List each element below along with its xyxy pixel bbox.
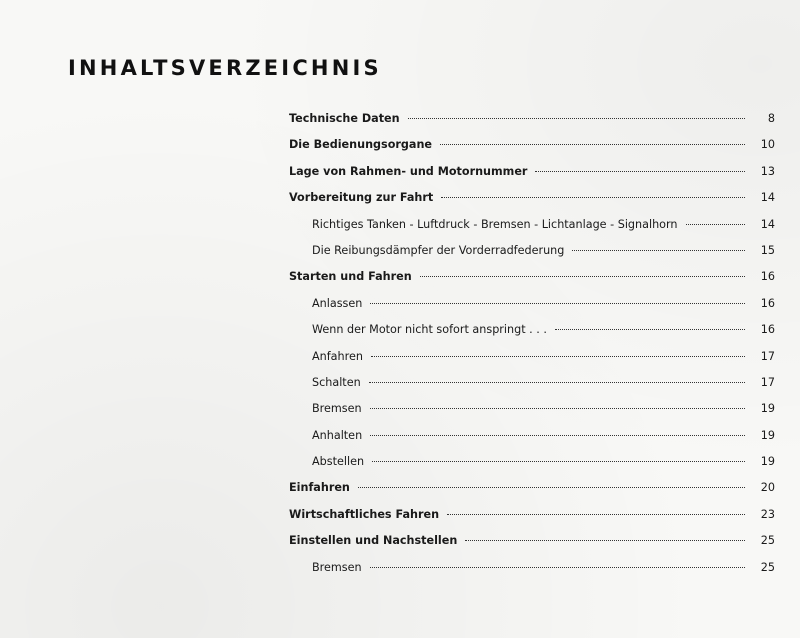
dot-leader [420,276,745,277]
dot-leader [372,461,745,462]
toc-entry-page-number: 20 [760,481,775,495]
toc-entry [289,423,775,449]
toc-entry-label: Bremsen [312,402,362,416]
toc-entry [289,449,775,475]
toc-entry-label: Starten und Fahren [289,270,412,284]
toc-entry-page-number: 17 [760,349,775,363]
toc-entry-label: Richtiges Tanken - Luftdruck - Bremsen - Lichtanlage - Signalhorn [312,217,678,231]
dot-leader [370,303,745,304]
toc-entry-page-number: 23 [760,507,775,521]
dot-leader [369,382,745,383]
toc-entry [289,502,775,528]
toc-entry-label: Anhalten [312,428,363,442]
toc-entry [289,396,775,422]
dot-leader [358,487,745,488]
dot-leader [370,435,745,436]
toc-entry-page-number: 8 [767,112,775,125]
dot-leader [465,540,745,541]
toc-entry [289,344,775,370]
toc-entry-label: Anlassen [312,296,363,310]
dot-leader [370,567,745,568]
toc-entry [289,132,775,158]
dot-leader [535,171,745,172]
toc-entry-page-number: 14 [760,191,775,205]
toc-entry [289,475,775,501]
toc-entry-label: Technische Daten [289,112,400,125]
toc-entry-label: Vorbereitung zur Fahrt [289,191,434,205]
toc-entry-page-number: 19 [760,428,775,442]
toc-entry [289,159,775,185]
toc-entry-label: Die Reibungsdämpfer der Vorderradfederung [312,243,565,257]
toc-entry [289,238,775,264]
toc-entry-label: Schalten [312,375,361,389]
toc-entry-page-number: 25 [760,560,775,574]
dot-leader [572,250,745,251]
toc-entry-page-number: 19 [760,402,775,416]
toc-entry [289,528,775,554]
table-of-contents [289,106,775,581]
dot-leader [686,224,745,225]
toc-entry-page-number: 25 [760,534,775,548]
dot-leader [371,356,745,357]
toc-entry-label: Bremsen [312,560,362,574]
toc-entry-label: Abstellen [312,455,365,469]
toc-entry-page-number: 14 [760,217,775,231]
toc-entry [289,264,775,290]
toc-entry [289,212,775,238]
toc-entry-page-number: 10 [760,138,775,152]
toc-entry-page-number: 13 [760,164,775,178]
toc-entry [289,370,775,396]
dot-leader [441,197,745,198]
toc-entry-label: Anfahren [312,349,363,363]
toc-entry-label: Einfahren [289,481,350,495]
dot-leader [408,118,745,119]
dot-leader [370,408,745,409]
dot-leader [447,514,745,515]
toc-entry-label: Lage von Rahmen- und Motornummer [289,164,528,178]
toc-entry-page-number: 16 [760,270,775,284]
toc-entry [289,106,775,132]
toc-entry [289,291,775,317]
toc-entry-page-number: 17 [760,375,775,389]
toc-entry [289,555,775,581]
toc-entry-label: Einstellen und Nachstellen [289,534,458,548]
toc-entry [289,317,775,343]
toc-entry-label: Wirtschaftliches Fahren [289,507,440,521]
toc-entry-page-number: 16 [760,323,775,337]
dot-leader [555,329,745,330]
toc-entry-page-number: 15 [760,243,775,257]
toc-entry [289,185,775,211]
toc-entry-page-number: 16 [760,296,775,310]
toc-entry-label: Wenn der Motor nicht sofort anspringt . . . [312,323,547,337]
toc-entry-page-number: 19 [760,455,775,469]
page-title: INHALTSVERZEICHNIS [68,56,382,80]
toc-entry-label: Die Bedienungsorgane [289,138,433,152]
dot-leader [440,144,745,145]
